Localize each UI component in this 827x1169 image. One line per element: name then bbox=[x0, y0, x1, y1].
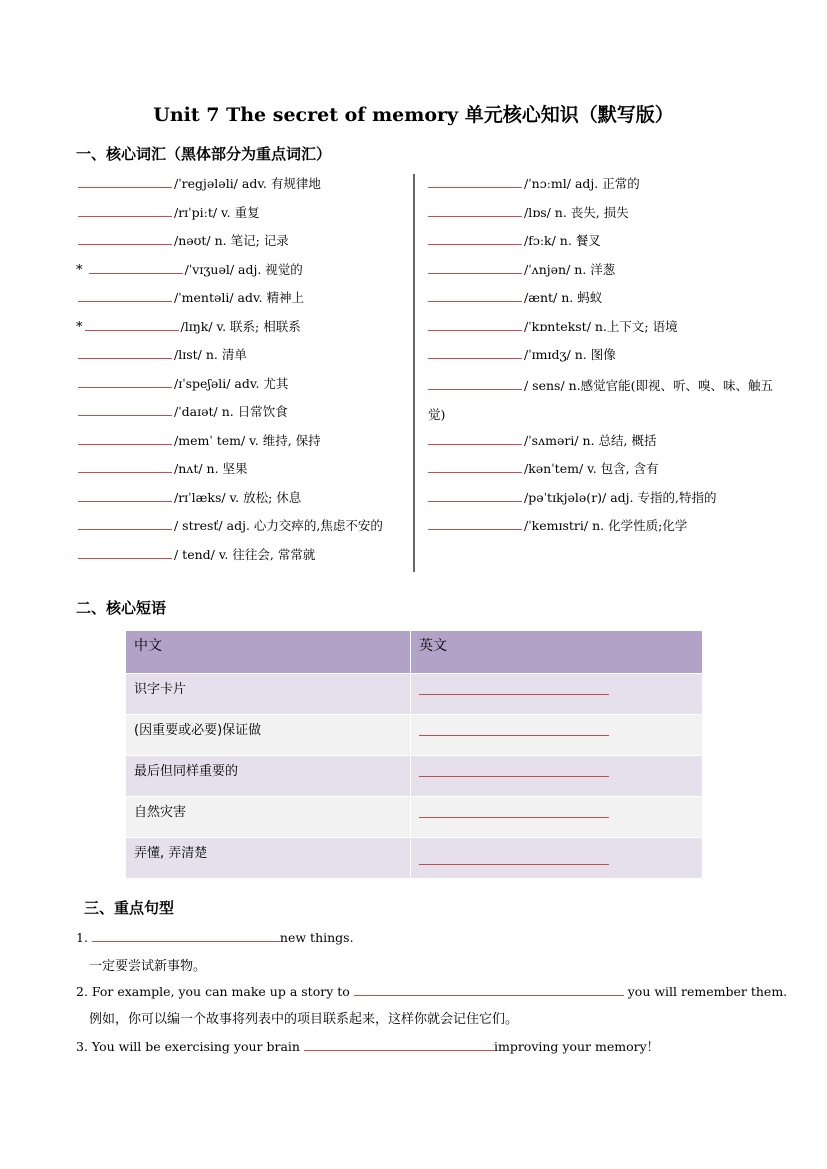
vocab-item: /ˈɪmɪdʒ/ n. 图像 bbox=[428, 343, 778, 372]
vocab-item: * /lɪŋk/ v. 联系; 相联系 bbox=[76, 318, 301, 335]
vocab-item: /rɪˈpiːt/ v. 重复 bbox=[76, 201, 406, 230]
answer-blank[interactable] bbox=[78, 432, 172, 445]
phrase-answer-cell bbox=[411, 797, 703, 838]
phrase-chinese: 最后但同样重要的 bbox=[126, 756, 411, 797]
column-divider bbox=[413, 174, 415, 572]
section2-heading: 二、核心短语 bbox=[76, 599, 167, 617]
section3-heading: 三、重点句型 bbox=[84, 899, 175, 917]
table-row bbox=[126, 674, 703, 715]
phrase-answer-cell bbox=[411, 756, 703, 797]
answer-blank[interactable] bbox=[428, 232, 522, 245]
vocab-item: /ˈkɒntekst/ n.上下文; 语境 bbox=[428, 315, 778, 344]
answer-blank[interactable] bbox=[78, 403, 172, 416]
vocab-item: /ˈnɔːml/ adj. 正常的 bbox=[428, 172, 778, 201]
vocab-item: * /ˈvɪʒuəl/ adj. 视觉的 bbox=[76, 261, 303, 278]
phrase-answer-cell bbox=[411, 674, 703, 715]
vocab-right-column bbox=[428, 172, 778, 543]
answer-blank[interactable] bbox=[428, 377, 522, 390]
vocab-item: /ˈkemɪstri/ n. 化学性质;化学 bbox=[428, 514, 778, 543]
vocab-item: /nəʊt/ n. 笔记; 记录 bbox=[76, 229, 406, 258]
answer-blank[interactable] bbox=[78, 489, 172, 502]
answer-blank[interactable] bbox=[428, 460, 522, 473]
vocab-item: /memˈ tem/ v. 维持, 保持 bbox=[76, 429, 406, 458]
vocab-item: / tend/ v. 往往会, 常常就 bbox=[76, 543, 406, 572]
answer-blank[interactable] bbox=[78, 346, 172, 359]
answer-blank[interactable] bbox=[428, 432, 522, 445]
vocab-item: /ˈdaɪət/ n. 日常饮食 bbox=[76, 400, 406, 429]
answer-blank[interactable] bbox=[89, 261, 183, 274]
vocab-item: /rɪˈlæks/ v. 放松; 休息 bbox=[76, 486, 406, 515]
answer-blank[interactable] bbox=[354, 983, 624, 996]
phrase-answer-cell bbox=[411, 715, 703, 756]
vocab-item: /ænt/ n. 蚂蚁 bbox=[428, 286, 778, 315]
column-header-chinese: 中文 bbox=[126, 631, 411, 674]
table-row bbox=[126, 797, 703, 838]
vocab-item: /fɔːk/ n. 餐叉 bbox=[428, 229, 778, 258]
answer-blank[interactable] bbox=[428, 261, 522, 274]
answer-blank[interactable] bbox=[304, 1038, 494, 1051]
vocab-item: /nʌt/ n. 坚果 bbox=[76, 457, 406, 486]
table-row bbox=[126, 715, 703, 756]
vocab-item: /pəˈtɪkjələ(r)/ adj. 专指的,特指的 bbox=[428, 486, 778, 515]
phrase-chinese: 自然灾害 bbox=[126, 797, 411, 838]
answer-blank[interactable] bbox=[428, 175, 522, 188]
answer-blank[interactable] bbox=[428, 204, 522, 217]
answer-blank[interactable] bbox=[78, 175, 172, 188]
answer-blank[interactable] bbox=[419, 801, 609, 818]
vocab-item: /ˈsʌməri/ n. 总结, 概括 bbox=[428, 429, 778, 458]
phrase-table bbox=[125, 630, 703, 879]
phrase-chinese: 弄懂, 弄清楚 bbox=[126, 838, 411, 879]
answer-blank[interactable] bbox=[78, 460, 172, 473]
answer-blank[interactable] bbox=[428, 517, 522, 530]
answer-blank[interactable] bbox=[428, 489, 522, 502]
answer-blank[interactable] bbox=[78, 375, 172, 388]
answer-blank[interactable] bbox=[428, 289, 522, 302]
vocab-item: /ɪˈspeʃəli/ adv. 尤其 bbox=[76, 372, 406, 401]
vocab-item: /lɒs/ n. 丧失, 损失 bbox=[428, 201, 778, 230]
vocab-item: / sens/ n.感觉官能(即视、听、嗅、味、触五觉) bbox=[428, 377, 774, 422]
answer-blank[interactable] bbox=[85, 318, 179, 331]
vocab-item: /kənˈtem/ v. 包含, 含有 bbox=[428, 457, 778, 486]
answer-blank[interactable] bbox=[92, 929, 280, 942]
answer-blank[interactable] bbox=[78, 546, 172, 559]
sentence-1: 1. new things. bbox=[76, 930, 354, 945]
phrase-answer-cell bbox=[411, 838, 703, 879]
page-title: Unit 7 The secret of memory 单元核心知识（默写版） bbox=[153, 104, 674, 126]
column-header-english: 英文 bbox=[411, 631, 703, 674]
sentence-2-translation: 例如，你可以编一个故事将列表中的项目联系起来，这样你就会记住它们。 bbox=[89, 1012, 519, 1027]
answer-blank[interactable] bbox=[428, 346, 522, 359]
answer-blank[interactable] bbox=[428, 318, 522, 331]
vocab-item: /ˈregjələli/ adv. 有规律地 bbox=[76, 172, 406, 201]
sentence-2: 2. For example, you can make up a story to you will remember them. bbox=[76, 984, 788, 999]
answer-blank[interactable] bbox=[78, 204, 172, 217]
table-header-row bbox=[126, 631, 703, 674]
answer-blank[interactable] bbox=[419, 719, 609, 736]
table-row bbox=[126, 756, 703, 797]
sentence-3: 3. You will be exercising your brain improving your memory！ bbox=[76, 1039, 660, 1054]
sentence-1-translation: 一定要尝试新事物。 bbox=[89, 959, 207, 974]
phrase-chinese: (因重要或必要)保证做 bbox=[126, 715, 411, 756]
vocab-item: / stresť/ adj. 心力交瘁的,焦虑不安的 bbox=[76, 514, 406, 543]
table-row bbox=[126, 838, 703, 879]
answer-blank[interactable] bbox=[419, 760, 609, 777]
vocab-item: /ˈʌnjən/ n. 洋葱 bbox=[428, 258, 778, 287]
vocab-item: /ˈmentəli/ adv. 精神上 bbox=[76, 286, 406, 315]
answer-blank[interactable] bbox=[78, 232, 172, 245]
phrase-chinese: 识字卡片 bbox=[126, 674, 411, 715]
vocab-left-column bbox=[76, 172, 406, 571]
section1-heading: 一、核心词汇（黑体部分为重点词汇） bbox=[76, 145, 332, 163]
answer-blank[interactable] bbox=[419, 678, 609, 695]
vocab-item: /lɪst/ n. 清单 bbox=[76, 343, 406, 372]
answer-blank[interactable] bbox=[419, 848, 609, 865]
answer-blank[interactable] bbox=[78, 289, 172, 302]
answer-blank[interactable] bbox=[78, 517, 172, 530]
